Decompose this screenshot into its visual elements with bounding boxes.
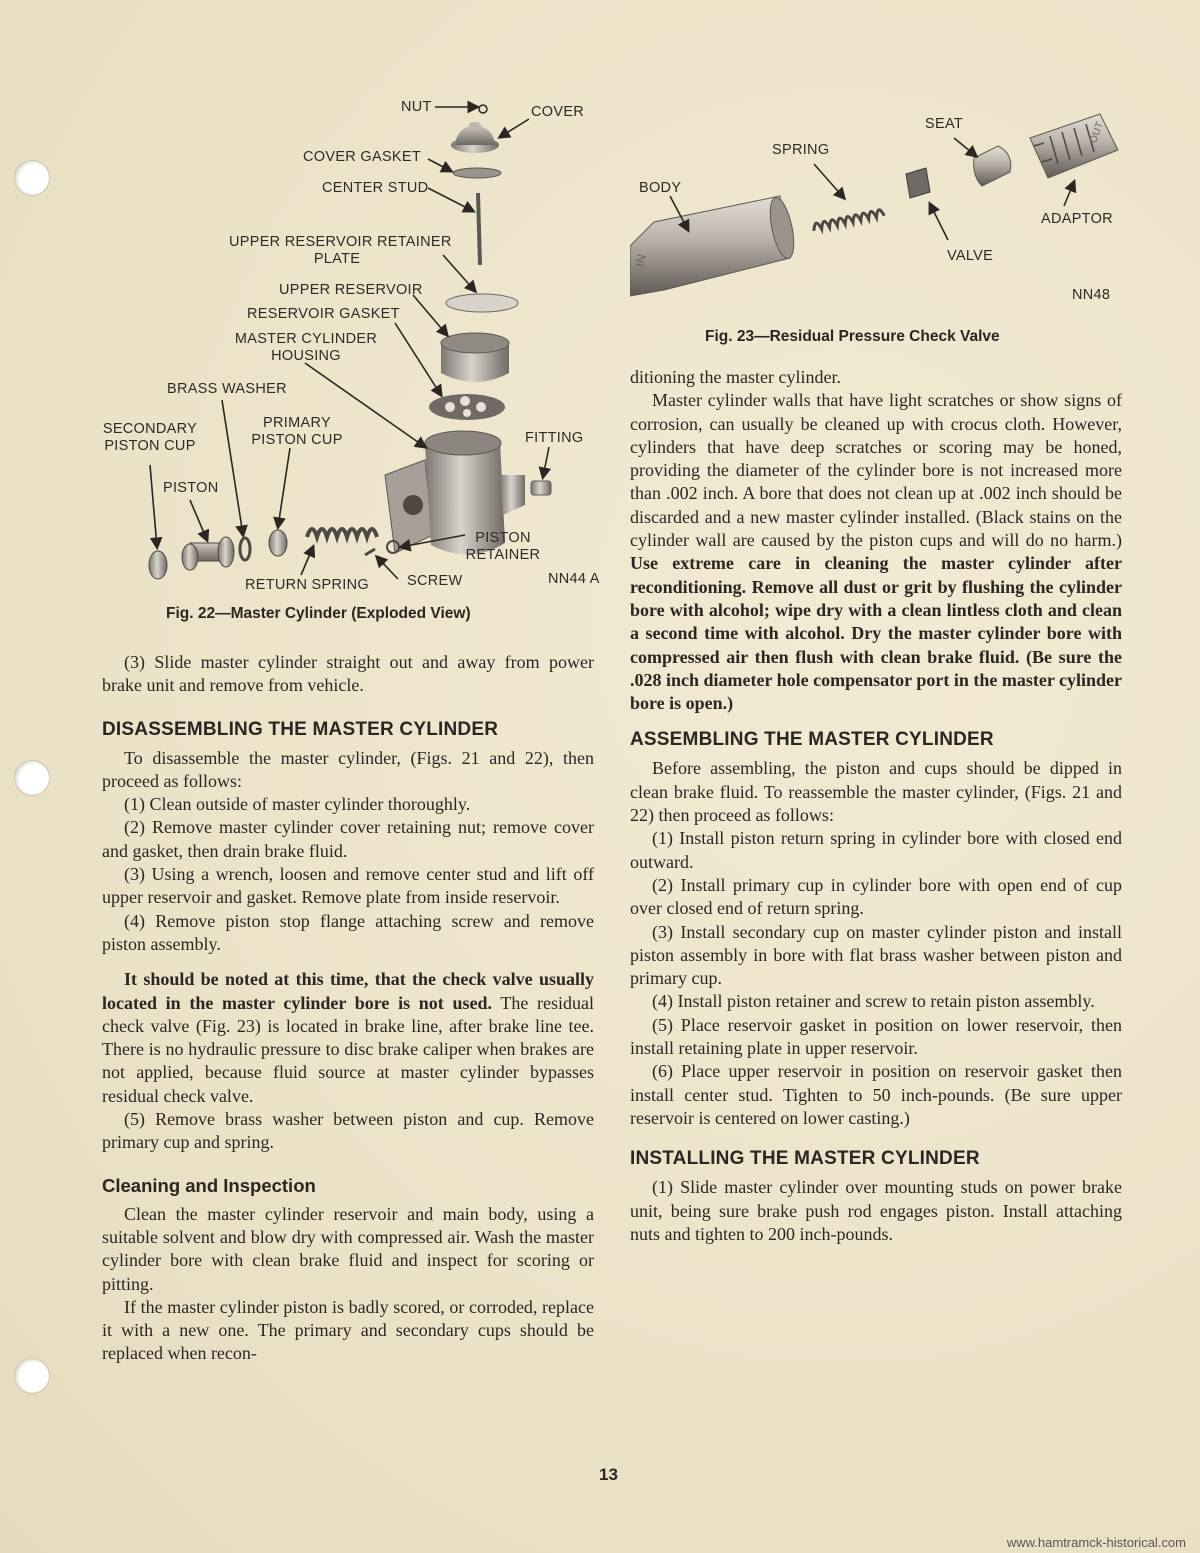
label-body: BODY <box>639 180 682 196</box>
label-piston: PISTON <box>163 480 219 496</box>
label-upper-retainer-line2: PLATE <box>313 251 361 267</box>
label-master-cylinder-housing <box>231 331 381 365</box>
para-assemble-6: (6) Place upper reservoir in position on reservoir gasket then install center stud. Tighten to 50 inch-pounds. (Be sure upper reservoir is centered on lower casting.) <box>630 1061 1122 1128</box>
label-secondary-piston-cup <box>101 421 199 455</box>
para-disassemble-4: (4) Remove piston stop flange attaching screw and remove piston assembly. <box>102 910 594 954</box>
label-secondary-line2: PISTON CUP <box>104 438 196 454</box>
para-assemble-5: (5) Place reservoir gasket in position on lower reservoir, then install retaining plate in upper reservoir. <box>630 1014 1122 1059</box>
label-return-spring: RETURN SPRING <box>245 577 369 593</box>
fig22-caption: Fig. 22—Master Cylinder (Exploded View) <box>166 605 471 622</box>
fig23-caption: Fig. 23—Residual Pressure Check Valve <box>705 328 1000 345</box>
punch-hole-middle <box>14 760 50 796</box>
heading-assembling: ASSEMBLING THE MASTER CYLINDER <box>630 729 994 751</box>
heading-disassembling: DISASSEMBLING THE MASTER CYLINDER <box>102 718 499 740</box>
label-center-stud: CENTER STUD <box>322 180 429 196</box>
heading-cleaning: Cleaning and Inspection <box>102 1174 316 1196</box>
label-upper-retainer-line1: UPPER RESERVOIR RETAINER <box>229 234 452 250</box>
right-column <box>630 366 1122 1246</box>
fig23-adaptor-marking-out: OUT <box>1088 120 1106 145</box>
heading-installing: INSTALLING THE MASTER CYLINDER <box>630 1148 980 1170</box>
label-housing-line2: HOUSING <box>271 348 341 364</box>
left-column <box>102 651 594 1366</box>
label-spring: SPRING <box>772 142 830 158</box>
cylinder-walls-text: Master cylinder walls that have light scratches or show signs of corrosion, can usually be cleaned up with crocus cloth. However, cylinders that have deep scratches or scoring may be honed, providing the diameter of the cylinder bore is not increased more than .002 inch. A bore that does not clean up at .002 inch should be discarded and a new master cylinder installed. (Black stains on the cylinder wall are caused by the piston cups and will do no harm.) <box>630 390 1122 551</box>
para-assemble-intro: Before assembling, the piston and cups should be dipped in clean brake fluid. To reassemble the master cylinder, (Figs. 21 and 22) then proceed as follows: <box>630 758 1122 826</box>
para-assemble-2: (2) Install primary cup in cylinder bore with open end of cup over closed end of return spring. <box>630 874 1122 919</box>
para-disassemble-3: (3) Using a wrench, loosen and remove center stud and lift off upper reservoir and gasket. Remove plate from inside reservoir. <box>102 864 594 908</box>
para-continued: ditioning the master cylinder. <box>630 367 841 387</box>
label-piston-retainer-line1: PISTON <box>475 530 531 546</box>
label-seat: SEAT <box>925 116 963 132</box>
label-adaptor: ADAPTOR <box>1041 211 1113 227</box>
label-fig23-code: NN48 <box>1072 287 1111 303</box>
page-number: 13 <box>599 1465 618 1484</box>
label-piston-retainer <box>463 530 543 564</box>
label-reservoir-gasket: RESERVOIR GASKET <box>247 306 400 322</box>
label-secondary-line1: SECONDARY <box>102 421 198 437</box>
para-disassemble-1: (1) Clean outside of master cylinder thoroughly. <box>124 794 471 815</box>
para-cleaning-2: If the master cylinder piston is badly scored, or corroded, replace it with a new one. The primary and secondary cups should be replaced when recon- <box>102 1296 594 1364</box>
para-cylinder-walls <box>630 389 1122 715</box>
para-assemble-1: (1) Install piston return spring in cylinder bore with closed end outward. <box>630 828 1122 872</box>
para-disassemble-5: (5) Remove brass washer between piston and cup. Remove primary cup and spring. <box>102 1109 594 1153</box>
label-upper-reservoir: UPPER RESERVOIR <box>279 282 423 298</box>
label-primary-line2: PISTON CUP <box>251 432 343 448</box>
label-primary-piston-cup <box>247 415 347 449</box>
para-check-valve-note <box>102 968 594 1108</box>
label-cover: COVER <box>531 104 585 120</box>
fig23-body-marking-in: IN <box>632 252 649 269</box>
label-primary-line1: PRIMARY <box>263 415 331 431</box>
para-install-1: (1) Slide master cylinder over mounting studs on power brake unit, being sure brake push rod engages piston. Install attaching nuts and tighten to 200 inch-pounds. <box>630 1177 1122 1244</box>
label-cover-gasket: COVER GASKET <box>303 149 422 165</box>
label-upper-retainer-plate <box>229 234 452 268</box>
cylinder-walls-bold: Use extreme care in cleaning the master cylinder after reconditioning. Remove all dust or grit by flushing the cylinder bore with alcohol; wipe dry with a clean lintless cloth and clean a second time with alcohol. Dry the master cylinder bore with compressed air then flush with clean brake fluid. (Be sure the .028 inch diameter hole compensator port in the master cylinder bore is open.) <box>630 553 1122 714</box>
watermark: www.hamtramck-historical.com <box>1006 1535 1186 1550</box>
check-valve-note-rest: The residual check valve (Fig. 23) is located in brake line, after brake line tee. There is no hydraulic pressure to disc brake caliper when brakes are not applied, because fluid source at master cylinder bypasses residual check valve. <box>102 992 594 1106</box>
label-fig22-code: NN44 A <box>548 571 600 587</box>
figure-23-drawing <box>630 100 1130 320</box>
label-valve: VALVE <box>947 248 994 264</box>
label-piston-retainer-line2: RETAINER <box>465 547 541 563</box>
para-assemble-3: (3) Install secondary cup on master cylinder piston and install piston assembly in bore with flat brass washer between piston and primary cup. <box>630 921 1122 989</box>
punch-hole-top <box>14 160 50 196</box>
para-remove-step3: (3) Slide master cylinder straight out and away from power brake unit and remove from vehicle. <box>102 652 594 696</box>
label-nut: NUT <box>401 99 432 115</box>
para-cleaning-1: Clean the master cylinder reservoir and main body, using a suitable solvent and blow dry with compressed air. Wash the master cylinder bore with clean brake fluid and inspect for scoring or pitting. <box>102 1203 594 1294</box>
label-housing-line1: MASTER CYLINDER <box>234 331 378 347</box>
para-disassemble-2: (2) Remove master cylinder cover retaining nut; remove cover and gasket, then drain brake fluid. <box>102 817 594 861</box>
label-brass-washer: BRASS WASHER <box>167 381 287 397</box>
para-assemble-4: (4) Install piston retainer and screw to retain piston assembly. <box>652 991 1095 1012</box>
check-valve-note-bold: It should be noted at this time, that the check valve usually located in the master cylinder bore is not used. <box>102 969 594 1013</box>
punch-hole-bottom <box>14 1358 50 1394</box>
figure-22 <box>95 95 615 635</box>
label-fitting: FITTING <box>525 430 584 446</box>
figure-23 <box>630 100 1130 320</box>
para-disassemble-intro: To disassemble the master cylinder, (Figs. 21 and 22), then proceed as follows: <box>102 747 594 791</box>
label-screw: SCREW <box>407 573 463 589</box>
